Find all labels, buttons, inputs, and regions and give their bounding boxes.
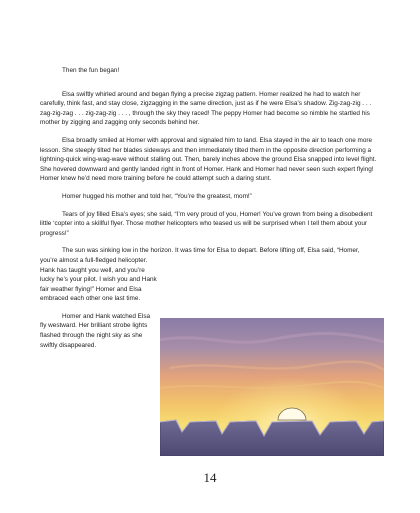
paragraph-4: Homer hugged his mother and told her, “You’re the greatest, mom!” bbox=[62, 192, 252, 200]
paragraph-5: Tears of joy filled Elsa’s eyes; she said, “I’m very proud of you, Homer! You’ve grown from being a disobedient little ‘copter into a skillful flyer. Those mother helicopters who teased us will be surprised when I tell them about your progress!” bbox=[40, 210, 373, 237]
paragraph-1: Then the fun began! bbox=[62, 67, 120, 74]
paragraph-6-continued: you’re almost a full-fledged helicopter. Hank has taught you well, and you’re lucky he’s your pilot. I wish you and Hank fair weather flying!” Homer and Elsa embraced each other one last time. bbox=[40, 256, 157, 303]
paragraph-7: Homer and Hank watched Elsa fly westward. Her brilliant strobe lights flashed through the night sky as she swiftly disappeared. bbox=[40, 312, 151, 349]
paragraph-6-opening: The sun was sinking low in the horizon. It was time for Elsa to depart. Before lifting off, Elsa said, “Homer, bbox=[62, 247, 360, 255]
sunset-illustration bbox=[160, 318, 384, 456]
paragraph-3: Elsa broadly smiled at Homer with approval and signaled him to land. Elsa stayed in the air to teach one more lesson. She steeply tilted her blades sideways and then immediately tilted them in the opposite direction performing a lightning-quick wing-wag-wave without stalling out. Then, barely inches above the ground Elsa snapped into level flight. She hovered downward and gently landed right in front of Homer. Hank and Homer had never seen such expert flying! Homer knew he’d need more training before he could attempt such a daring stunt. bbox=[40, 136, 377, 183]
paragraph-2: Elsa swiftly whirled around and began flying a precise zigzag pattern. Homer realized he had to watch her carefully, think fast, and stay close, zigzagging in the same direction, just as if he were Elsa’s shadow. Zig-zag-zig . . . zag-zig-zag . . . zig-zag-zig . . . , through the sky they raced! The peppy Homer had become so nimble he startled his mother by zigging and zagging only seconds behind her. bbox=[40, 90, 372, 127]
page-number: 14 bbox=[203, 470, 217, 485]
